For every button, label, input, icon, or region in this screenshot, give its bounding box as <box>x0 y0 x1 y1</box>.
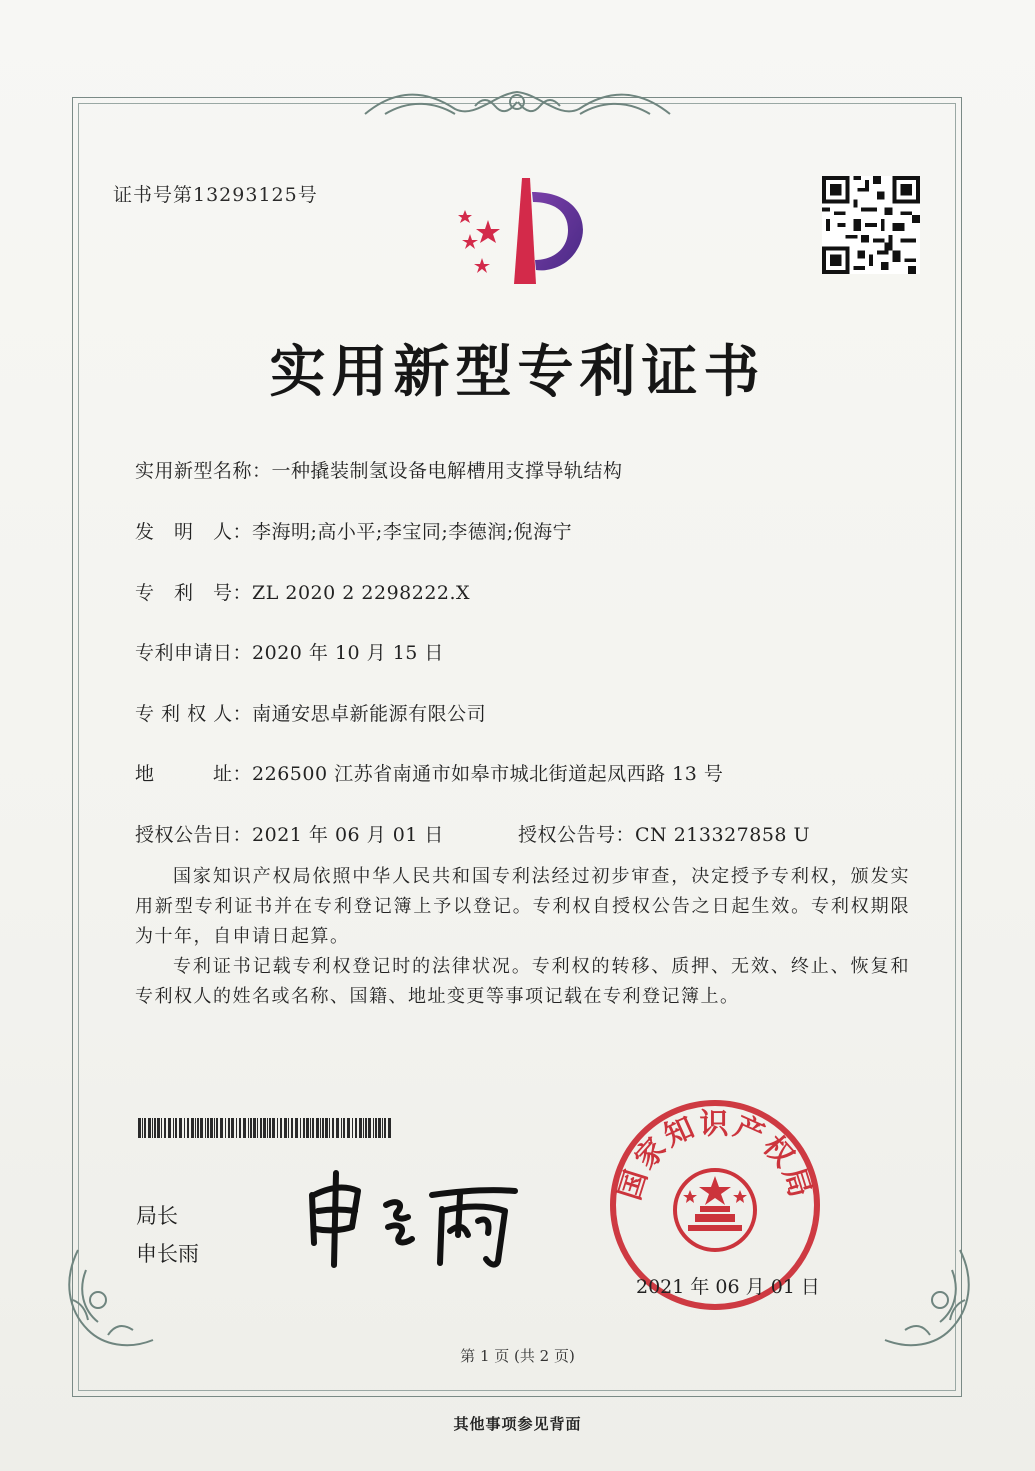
seal-date: 2021 年 06 月 01 日 <box>636 1276 820 1298</box>
barcode-bar <box>322 1118 324 1138</box>
field-inventors <box>135 517 572 544</box>
field-label: 实用新型名称： <box>135 460 272 482</box>
barcode-bar <box>253 1118 256 1138</box>
top-ornament-icon <box>355 84 680 124</box>
barcode-bar <box>142 1118 143 1138</box>
barcode-bar <box>173 1118 174 1138</box>
barcode-bar <box>332 1118 334 1138</box>
barcode-bar <box>248 1118 249 1138</box>
barcode-bar <box>284 1118 287 1138</box>
qr-code-icon <box>822 176 920 274</box>
barcode-bar <box>363 1118 364 1138</box>
bottom-right-ornament-icon <box>870 1240 980 1360</box>
barcode-bar <box>236 1118 237 1138</box>
barcode-bar <box>144 1118 146 1138</box>
barcode-bar <box>359 1118 362 1138</box>
director-name: 申长雨 <box>136 1242 199 1266</box>
barcode-bar <box>152 1118 153 1138</box>
barcode-bar <box>263 1118 266 1138</box>
field-patentee <box>135 699 486 726</box>
barcode-bar <box>295 1118 298 1138</box>
barcode-bar <box>243 1118 246 1138</box>
barcode-bar <box>375 1118 377 1138</box>
barcode-bar <box>195 1118 196 1138</box>
barcode-bar <box>205 1118 206 1138</box>
field-value: 2020 年 10 月 15 日 <box>252 642 444 664</box>
barcode-bar <box>157 1118 160 1138</box>
barcode-bar <box>148 1118 151 1138</box>
field-patent-number <box>135 578 470 605</box>
barcode-bar <box>197 1118 199 1138</box>
field-label: 授权公告日： <box>135 824 253 846</box>
barcode-bar <box>320 1118 321 1138</box>
field-value: ZL 2020 2 2298222.X <box>252 582 471 604</box>
barcode-bar <box>355 1118 357 1138</box>
patent-office-logo-icon <box>440 172 600 292</box>
barcode-bar <box>231 1118 234 1138</box>
barcode-bar <box>272 1118 275 1138</box>
field-value: 226500 江苏省南通市如皋市城北街道起凤西路 13 号 <box>252 763 724 785</box>
barcode-bar <box>378 1118 381 1138</box>
field-value: 一种撬装制氢设备电解槽用支撑导轨结构 <box>271 460 623 482</box>
field-label: 发 明 人： <box>135 521 253 543</box>
field-value: 南通安思卓新能源有限公司 <box>252 703 487 725</box>
field-label: 专 利 权 人： <box>135 703 253 725</box>
barcode-bar <box>260 1118 262 1138</box>
footer-note: 其他事项参见背面 <box>453 1415 582 1433</box>
barcode-bar <box>239 1118 241 1138</box>
barcode-bar <box>207 1118 209 1138</box>
barcode-bar <box>187 1118 189 1138</box>
barcode-bar <box>267 1118 268 1138</box>
barcode-bar <box>368 1118 371 1138</box>
barcode-bar <box>257 1118 258 1138</box>
barcode-bar <box>300 1118 301 1138</box>
barcode-bar <box>191 1118 194 1138</box>
barcode-bar <box>303 1118 305 1138</box>
barcode-bar <box>373 1118 374 1138</box>
field-label: 专利申请日： <box>135 642 253 664</box>
barcode-bar <box>310 1118 311 1138</box>
barcode-bar <box>175 1118 177 1138</box>
barcode-bar <box>216 1118 218 1138</box>
barcode-bar <box>164 1118 166 1138</box>
barcode-bar <box>306 1118 309 1138</box>
barcode-bar <box>365 1118 367 1138</box>
barcode-bar <box>138 1118 141 1138</box>
certificate-paragraph-1: 国家知识产权局依照中华人民共和国专利法经过初步审查，决定授予专利权，颁发实用新型专利证书并在专利登记簿上予以登记。专利权自授权公告之日起生效。专利权期限为十年，自申请日起算。 <box>135 866 910 947</box>
seal-text: 国家知识产权局 <box>612 1106 819 1204</box>
barcode-bar <box>341 1118 342 1138</box>
barcode-bar <box>214 1118 215 1138</box>
certificate-number: 证书号第13293125号 <box>113 184 318 206</box>
barcode-bar <box>250 1118 252 1138</box>
page-number: 第 1 页 (共 2 页) <box>460 1347 575 1365</box>
field-label: 专 利 号： <box>135 582 253 604</box>
barcode-bar <box>280 1118 282 1138</box>
field-grant-number <box>518 820 810 847</box>
barcode-bar <box>382 1118 383 1138</box>
barcode-bar <box>228 1118 230 1138</box>
barcode-bar <box>184 1118 185 1138</box>
barcode-bar <box>347 1118 350 1138</box>
field-value: CN 213327858 U <box>635 824 811 846</box>
barcode-bar <box>220 1118 223 1138</box>
barcode-bar <box>210 1118 213 1138</box>
barcode-bar <box>316 1118 319 1138</box>
certificate-paragraph-2: 专利证书记载专利权登记时的法律状况。专利权的转移、质押、无效、终止、恢复和专利权人的姓名或名称、国籍、地址变更等事项记载在专利登记簿上。 <box>135 956 910 1007</box>
field-address <box>135 759 723 786</box>
barcode-bar <box>384 1118 386 1138</box>
barcode-bar <box>288 1118 289 1138</box>
barcode-bar <box>168 1118 171 1138</box>
field-application-date <box>135 638 444 665</box>
barcode-bar <box>325 1118 328 1138</box>
barcode-bar <box>312 1118 314 1138</box>
certificate-title: 实用新型专利证书 <box>269 339 766 405</box>
field-value: 李海明;高小平;李宝同;李德润;倪海宁 <box>252 521 573 543</box>
barcode-bar <box>161 1118 162 1138</box>
barcode-bar <box>225 1118 226 1138</box>
barcode-bar <box>179 1118 182 1138</box>
field-label: 地 址： <box>135 763 253 785</box>
barcode-bar <box>343 1118 345 1138</box>
barcode-icon <box>138 1118 393 1138</box>
barcode-bar <box>388 1118 391 1138</box>
barcode-bar <box>200 1118 203 1138</box>
national-emblem-icon <box>675 1170 755 1250</box>
director-title: 局长 <box>136 1204 178 1228</box>
barcode-bar <box>329 1118 330 1138</box>
field-value: 2021 年 06 月 01 日 <box>252 824 444 846</box>
barcode-bar <box>352 1118 353 1138</box>
barcode-bar <box>336 1118 339 1138</box>
field-utility-model-name <box>135 456 623 483</box>
barcode-bar <box>277 1118 278 1138</box>
field-grant-date <box>135 820 444 847</box>
barcode-bar <box>291 1118 293 1138</box>
director-signature <box>300 1165 525 1275</box>
barcode-bar <box>269 1118 271 1138</box>
field-label: 授权公告号： <box>518 824 636 846</box>
barcode-bar <box>154 1118 156 1138</box>
